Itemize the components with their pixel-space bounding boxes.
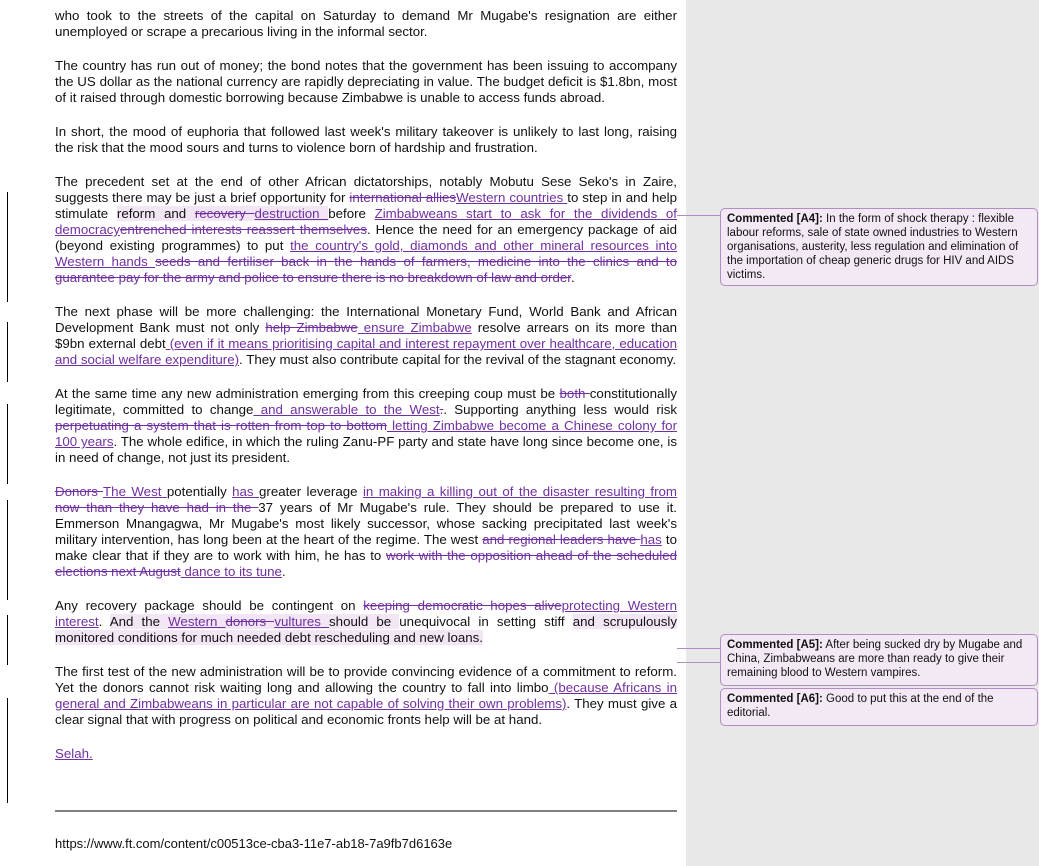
comment-label: Commented [A4]: (727, 213, 823, 225)
paragraph (55, 386, 677, 466)
comment-text: In the form of shock therapy : flexible labour reforms, sale of state owned industries to Western organisations, austerity, less regulation and elimination of the importation of cheap generic drugs for HIV and AIDS victims. (727, 213, 1019, 281)
comment-label: Commented [A5]: (727, 639, 823, 651)
footer-divider (55, 810, 677, 812)
paragraph (55, 664, 677, 728)
comment-connector (677, 215, 720, 216)
text-run: The country has run out of money; the bond notes that the government has been issuing to accompany the US dollar as the national currency are rapidly depreciating in value. The budget deficit is $1.8bn, most of it raised through domestic borrowing because Zimbabwe is unable to access funds abroad. (55, 58, 677, 105)
text-run: . The whole edifice, in which the ruling Zanu-PF party and state have long since become one, is in need of change, not just its president. (55, 434, 677, 465)
deleted-text[interactable]: now than they have had in the (55, 500, 259, 515)
paragraph (55, 746, 677, 762)
text-run: unequivocal in setting stiff (399, 614, 573, 629)
text-run: to step in and help stimulate (55, 190, 677, 221)
deleted-text[interactable]: keeping democratic hopes alive (363, 598, 562, 613)
footer-url[interactable]: https://www.ft.com/content/c00513ce-cba3-11e7-ab18-7a9fb7d6163e (55, 836, 453, 851)
inserted-text[interactable]: Western countries (456, 190, 568, 205)
inserted-text[interactable]: in making a killing out of the disaster resulting from (362, 484, 678, 499)
change-bar (7, 192, 8, 302)
text-run: constitutionally legitimate, committed to change (55, 386, 677, 417)
deleted-text[interactable]: work with the opposition ahead of the scheduled elections next August (55, 548, 677, 579)
inserted-text[interactable]: (because Africans in general and Zimbabweans in particular are not capable of solving their own problems) (55, 680, 677, 711)
inserted-text[interactable]: and answerable to the West (253, 402, 440, 417)
inserted-text[interactable]: destruction (254, 206, 329, 221)
text-run: potentially (166, 484, 233, 499)
text-run: The precedent set at the end of other African dictatorships, notably Mobutu Sese Seko's in Zaire, suggests there may be just a brief opportunity for (55, 174, 677, 205)
inserted-text[interactable]: has (232, 484, 259, 499)
inserted-text[interactable]: Western (168, 614, 226, 629)
text-run: 37 years of Mr Mugabe's rule. They should be prepared to use it. Emmerson Mnangagwa, Mr Mugabe's most likely successor, whose sacking precipitated last week's military intervention, has long been at the heart of the regime. The west (55, 500, 677, 547)
inserted-text[interactable]: protecting Western interest (55, 598, 677, 629)
commented-text-a6[interactable]: and scrupulously monitored conditions for much needed debt rescheduling and new loans. (55, 614, 677, 645)
text-run: The next phase will be more challenging: the International Monetary Fund, World Bank and African Development Bank must not only (55, 304, 677, 335)
deleted-text[interactable]: help Zimbabwe (265, 320, 358, 335)
paragraph (55, 598, 677, 646)
inserted-text[interactable]: The West (103, 484, 167, 499)
commented-text-a5[interactable]: And the (109, 614, 169, 629)
deleted-text[interactable]: entrenched interests reassert themselves (120, 222, 367, 237)
text-run: . Hence the need for an emergency package of aid (beyond existing programmes) to put (55, 222, 677, 253)
deleted-text[interactable]: international allies (349, 190, 457, 205)
change-bar (7, 500, 8, 600)
text-run: should be (329, 614, 400, 629)
inserted-text[interactable]: dance to its tune (180, 564, 282, 579)
deleted-text[interactable]: both (559, 386, 590, 401)
inserted-text[interactable]: ensure Zimbabwe (357, 320, 472, 335)
deleted-text[interactable]: perpetuating a system that is rotten from top to bottom (55, 418, 387, 433)
paragraph (55, 8, 677, 40)
paragraph (55, 174, 677, 286)
deleted-text[interactable]: donors (225, 614, 275, 629)
paragraph (55, 304, 677, 368)
text-run: . They must give a clear signal that with progress on political and economic fronts help will be at hand. (55, 696, 677, 727)
inserted-text[interactable]: Zimbabweans start to ask for the dividends of democracy (55, 206, 677, 237)
text-run: . (570, 270, 575, 285)
text-run: Any recovery package should be contingent on (55, 598, 364, 613)
text-run: and (155, 206, 195, 221)
inserted-text[interactable]: the country's gold, diamonds and other mineral resources into Western hands (55, 238, 677, 269)
text-run: At the same time any new administration emerging from this creeping coup must be (55, 386, 560, 401)
comments-margin-pane (686, 0, 1039, 866)
comment-balloon-a5[interactable] (720, 634, 1038, 686)
text-run: before (328, 206, 375, 221)
deleted-text[interactable]: Donors (55, 484, 104, 499)
inserted-text[interactable]: has (640, 532, 662, 547)
change-bar (7, 615, 8, 665)
comment-connector (677, 648, 720, 649)
text-run: greater leverage (259, 484, 363, 499)
document-body[interactable] (55, 8, 677, 780)
change-bar (7, 404, 8, 484)
paragraph (55, 58, 677, 106)
text-run: . They must also contribute capital for the revival of the stagnant economy. (239, 352, 677, 367)
comment-label: Commented [A6]: (727, 693, 823, 705)
inserted-text[interactable]: letting Zimbabwe become a Chinese colony for 100 years (55, 418, 677, 449)
text-run: who took to the streets of the capital on Saturday to demand Mr Mugabe's resignation are either unemployed or scrape a precarious living in the informal sector. (55, 8, 677, 39)
change-bar (7, 322, 8, 382)
change-bar (7, 698, 8, 803)
text-run: . Supporting anything less would risk (443, 402, 677, 417)
inserted-text[interactable]: vultures (274, 614, 330, 629)
comment-text: Good to put this at the end of the editorial. (727, 693, 994, 719)
deleted-text[interactable]: seeds and fertiliser back in the hands of farmers, medicine into the clinics and to guarantee pay for the army and police to ensure there is no breakdown of law and order (55, 254, 678, 285)
text-run: The first test of the new administration will be to provide convincing evidence of a commitment to reform. Yet the donors cannot risk waiting long and allowing the country to fall into limbo (55, 664, 677, 695)
text-run: . (98, 614, 110, 629)
text-run: In short, the mood of euphoria that followed last week's military takeover is unlikely to last long, raising the risk that the mood sours and turns to violence born of hardship and frustration. (55, 124, 677, 155)
signoff-text[interactable]: Selah. (55, 746, 93, 761)
commented-text-a4[interactable]: reform (116, 206, 156, 221)
text-run: resolve arrears on its more than $9bn external debt (55, 320, 677, 351)
comment-balloon-a4[interactable] (720, 208, 1038, 286)
deleted-text[interactable]: and regional leaders have (482, 532, 641, 547)
text-run: . (281, 564, 286, 579)
deleted-text[interactable]: recovery (194, 206, 255, 221)
comment-balloon-a6[interactable] (720, 688, 1038, 726)
paragraph (55, 484, 677, 580)
inserted-text[interactable]: (even if it means prioritising capital and interest repayment over healthcare, education and social welfare expenditure) (55, 336, 677, 367)
comment-text: After being sucked dry by Mugabe and China, Zimbabweans are more than ready to give their remaining blood to Western vampires. (727, 639, 1023, 679)
deleted-text[interactable]: . (439, 402, 444, 417)
paragraph (55, 124, 677, 156)
comment-connector (677, 662, 720, 663)
text-run: to make clear that if they are to work with him, he has to (55, 532, 677, 563)
